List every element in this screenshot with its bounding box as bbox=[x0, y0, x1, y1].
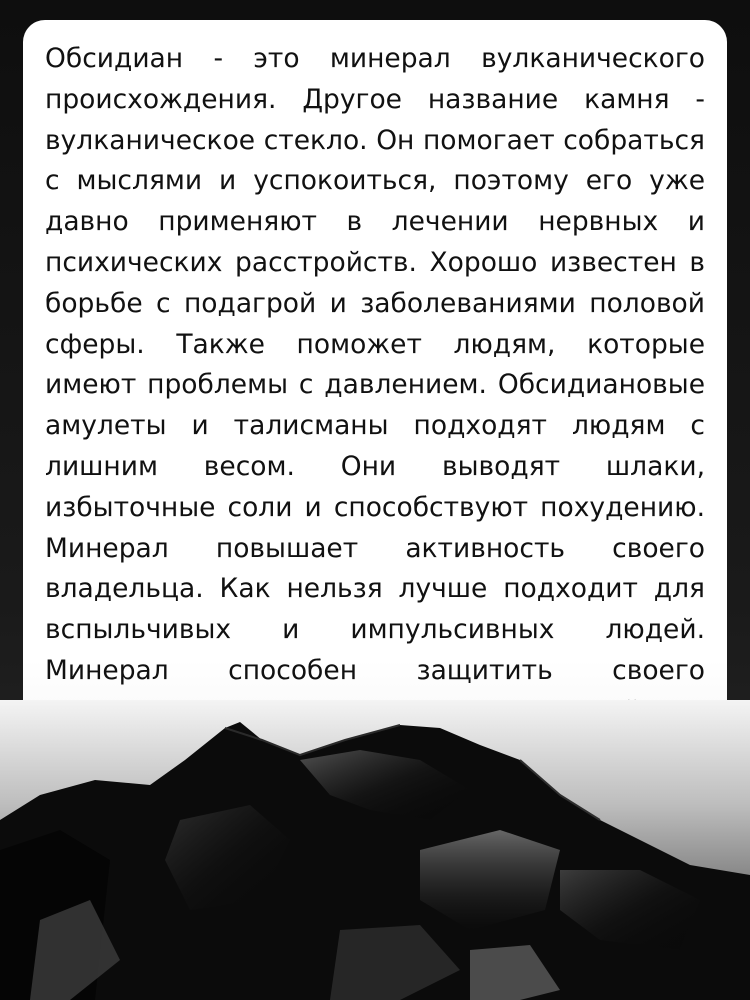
obsidian-stone-image bbox=[0, 700, 750, 1000]
description-card bbox=[23, 20, 727, 800]
description-text: Обсидиан - это минерал вулканического происхождения. Другое название камня - вулканическое стекло. Он помогает собраться с мыслями и успокоиться, поэтому его уже давно применяют в лечении нервных и психических расстройств. Хорошо известен в борьбе с подагрой и заболеваниями половой сферы. Также поможет людям, которые имеют проблемы с давлением. Обсидиановые амулеты и талисманы подходят людям с лишним весом. Они выводят шлаки, избыточные соли и способствуют похудению. Минерал повышает активность своего владельца. Как нельзя лучше подходит для вспыльчивых и импульсивных людей. Минерал способен защитить своего bbox=[45, 43, 705, 686]
